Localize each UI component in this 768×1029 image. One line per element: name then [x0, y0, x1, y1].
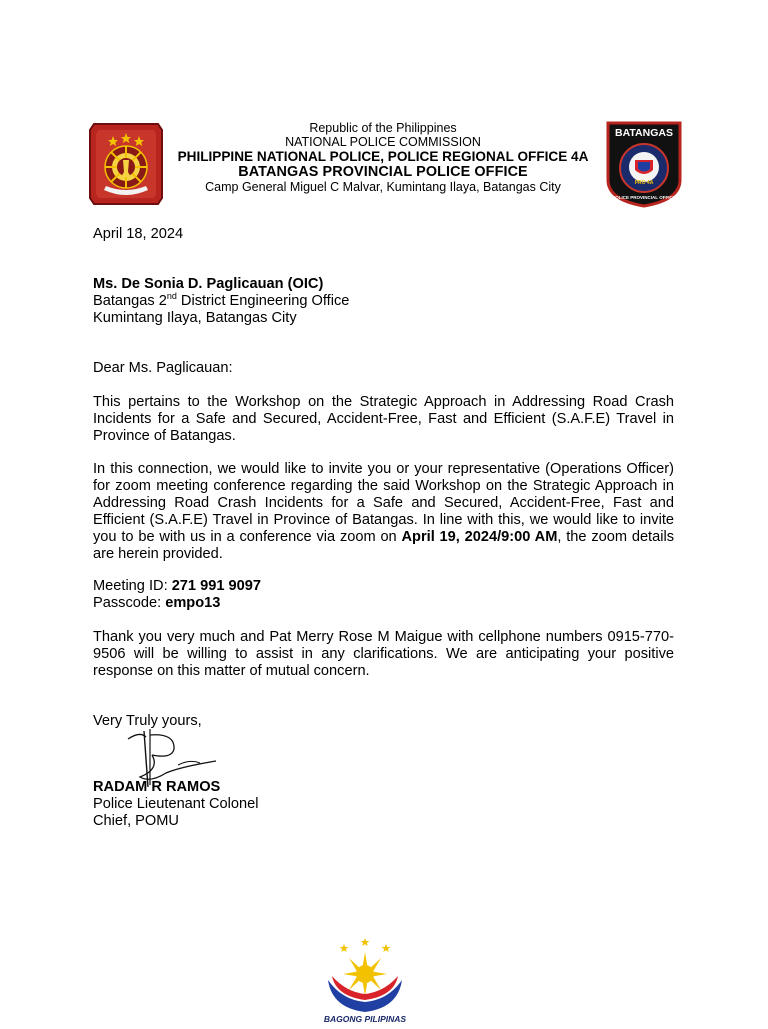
signer-position: Chief, POMU [93, 813, 179, 829]
meeting-id-label: Meeting ID: [93, 578, 172, 594]
batangas-label: BATANGAS [615, 127, 673, 139]
passcode-label: Passcode: [93, 595, 166, 611]
paragraph-intro: This pertains to the Workshop on the Strategic Approach in Addressing Road Crash Incidents for a Safe and Secured, Accident-Free, Fast and Efficient (S.A.F.E) Travel in Province of Batangas. [93, 394, 674, 444]
ppo-ring-label: POLICE PROVINCIAL OFFICE [612, 195, 676, 200]
signer-title: Police Lieutenant Colonel [93, 796, 259, 812]
meeting-datetime: April 19, 2024/9:00 AM [401, 529, 558, 545]
letterhead-line-bppo: BATANGAS PROVINCIAL POLICE OFFICE [238, 164, 528, 181]
passcode: empo13 [165, 595, 221, 611]
recipient-office-post: District Engineering Office [176, 293, 350, 309]
bagong-pilipinas-label: BAGONG PILIPINAS [323, 1014, 407, 1024]
recipient-address: Kumintang Ilaya, Batangas City [93, 310, 297, 326]
passcode-line [93, 595, 261, 612]
invitation-text: In this connection, we would like to invite you or your representative (Operations Officer) for zoom meeting conference regarding the said Workshop on the Strategic Approach in Addressing Road Crash Incidents for a Safe and Secured, Accident-Free, Fast and Efficient (S.A.F.E) Travel in Province of Batangas. In line with this, we would like to invite you to be with us in a conference via zoom on [93, 461, 674, 545]
paragraph-invitation [93, 461, 674, 563]
batangas-ppo-logo [605, 120, 683, 208]
recipient-block [93, 276, 349, 327]
meeting-id-line [93, 578, 261, 595]
signer-name: RADAM R RAMOS [93, 779, 221, 795]
closing: Very Truly yours, [93, 713, 202, 729]
signer-block [93, 779, 259, 830]
recipient-office-pre: Batangas 2 [93, 293, 167, 309]
meeting-id: 271 991 9097 [171, 578, 261, 594]
recipient-office [93, 293, 349, 310]
meeting-details [93, 578, 261, 612]
letterhead-address: Camp General Miguel C Malvar, Kumintang Ilaya, Batangas City [205, 180, 561, 195]
invitation-text-end: , the zoom details are herein provided. [93, 529, 675, 562]
salutation: Dear Ms. Paglicauan: [93, 360, 233, 376]
pro4a-label: PRO 4A [634, 180, 654, 186]
letterhead [150, 121, 616, 194]
recipient-name: Ms. De Sonia D. Paglicauan (OIC) [93, 276, 324, 292]
recipient-office-sup: nd [166, 291, 177, 302]
letterhead-line-republic: Republic of the Philippines [309, 121, 457, 135]
letterhead-line-pnp: PHILIPPINE NATIONAL POLICE, POLICE REGIONAL OFFICE 4A [177, 149, 589, 164]
letter-date: April 18, 2024 [93, 226, 184, 242]
letterhead-line-napolcom: NATIONAL POLICE COMMISSION [285, 135, 481, 149]
paragraph-thanks: Thank you very much and Pat Merry Rose M Maigue with cellphone numbers 0915-770-9506 will be willing to assist in any clarifications. We are anticipating your positive response on this matter of mutual concern. [93, 629, 674, 679]
bagong-pilipinas-logo [318, 936, 412, 1024]
